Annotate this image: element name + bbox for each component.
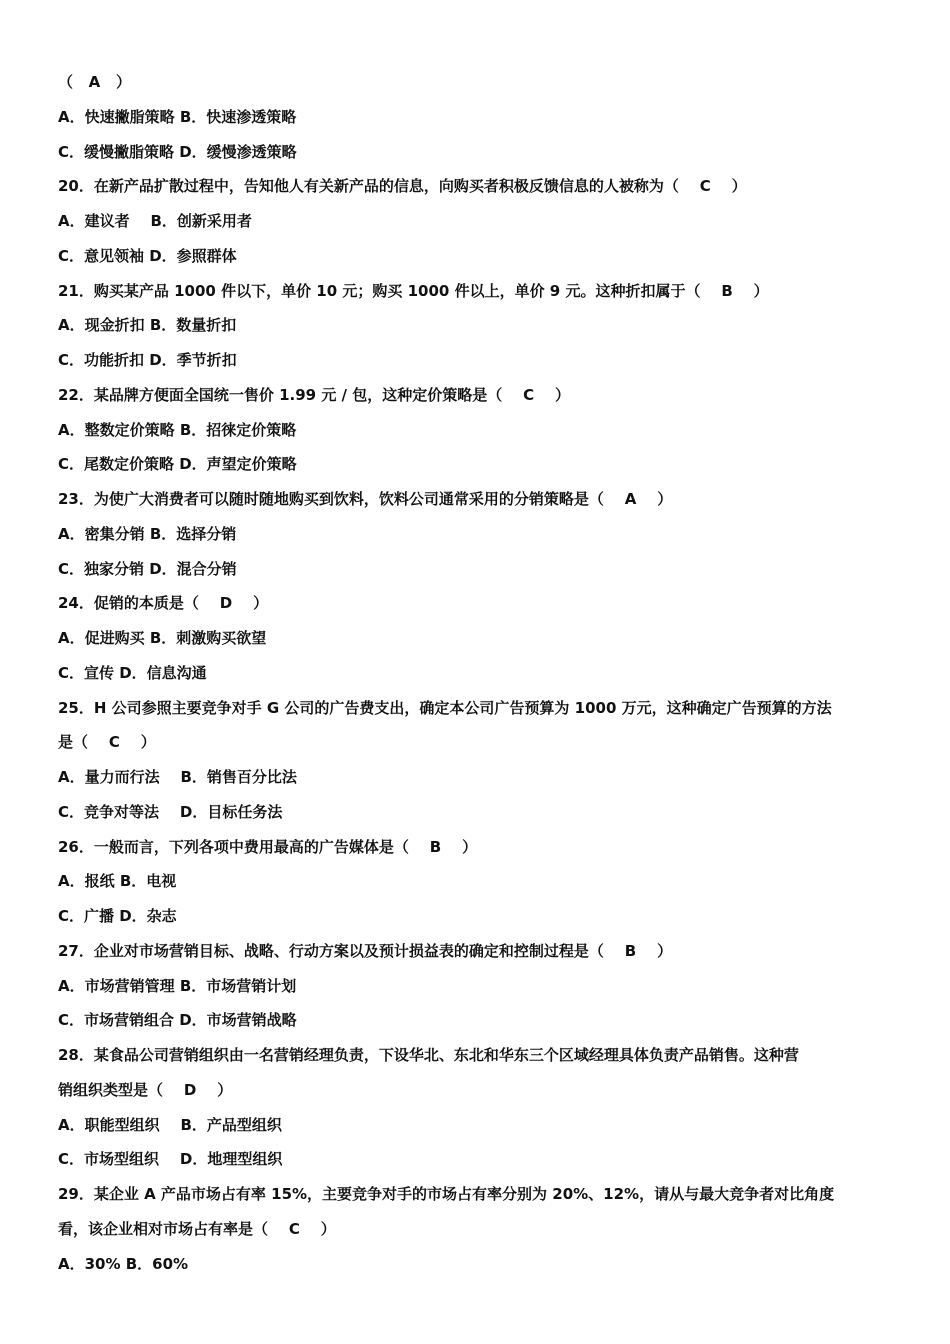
question-27: 27．企业对市场营销目标、战略、行动方案以及预计损益表的确定和控制过程是（ B ） [58,941,673,960]
question-28: 28．某食品公司营销组织由一名营销经理负责，下设华北、东北和华东三个区域经理具体负责产品销售。这种营 [58,1046,799,1064]
question-25-continued: 是（ C ） [58,733,156,752]
option-line: C．广播 D．杂志 [58,907,177,925]
option-line: A．30% B．60% [58,1254,189,1273]
question-28-continued: 销组织类型是（ D ） [58,1080,233,1099]
question-22: 22．某品牌方便面全国统一售价 1.99 元 / 包，这种定价策略是（ C ） [58,385,571,404]
option-line: A．密集分销 B．选择分销 [58,524,237,543]
question-24: 24．促销的本质是（ D ） [58,594,269,613]
exam-page [58,68,898,1284]
question-20: 20．在新产品扩散过程中，告知他人有关新产品的信息，向购买者积极反馈信息的人被称为（ C ） [58,177,747,196]
option-line: C．宣传 D．信息沟通 [58,663,207,682]
question-23: 23．为使广大消费者可以随时随地购买到饮料，饮料公司通常采用的分销策略是（ A ） [58,490,673,508]
option-line: A．快速撇脂策略 B．快速渗透策略 [58,107,297,126]
option-line: C．缓慢撇脂策略 D．缓慢渗透策略 [58,142,297,161]
option-line: C．竞争对等法 D．目标任务法 [58,802,283,821]
option-line: A．整数定价策略 B．招徕定价策略 [58,420,297,439]
question-26: 26．一般而言，下列各项中费用最高的广告媒体是（ B ） [58,837,478,856]
option-line: A．建议者 B．创新采用者 [58,212,252,230]
question-21: 21．购买某产品 1000 件以下，单价 10 元；购买 1000 件以上，单价 9 元。这种折扣属于（ B ） [58,281,769,300]
option-line: C．市场型组织 D．地理型组织 [58,1150,283,1169]
option-line: A．报纸 B．电视 [58,872,177,891]
question-29: 29．某企业 A 产品市场占有率 15%，主要竞争对手的市场占有率分别为 20%、12%，请从与最大竞争者对比角度 [58,1185,835,1203]
option-line: A．职能型组织 B．产品型组织 [58,1115,282,1134]
answer-line: （ A ） [58,73,131,91]
option-line: A．促进购买 B．刺激购买欲望 [58,629,267,647]
option-line: C．独家分销 D．混合分销 [58,559,237,578]
option-line: A．现金折扣 B．数量折扣 [58,316,237,335]
option-line: C．功能折扣 D．季节折扣 [58,351,237,369]
option-line: A．市场营销管理 B．市场营销计划 [58,976,297,995]
option-line: A．量力而行法 B．销售百分比法 [58,768,297,786]
option-line: C．尾数定价策略 D．声望定价策略 [58,455,297,474]
option-line: C．市场营销组合 D．市场营销战略 [58,1011,297,1030]
option-line: C．意见领袖 D．参照群体 [58,246,237,265]
question-29-continued: 看，该企业相对市场占有率是（ C ） [58,1219,336,1238]
question-25: 25．H 公司参照主要竞争对手 G 公司的广告费支出，确定本公司广告预算为 1000 万元，这种确定广告预算的方法 [58,698,832,717]
